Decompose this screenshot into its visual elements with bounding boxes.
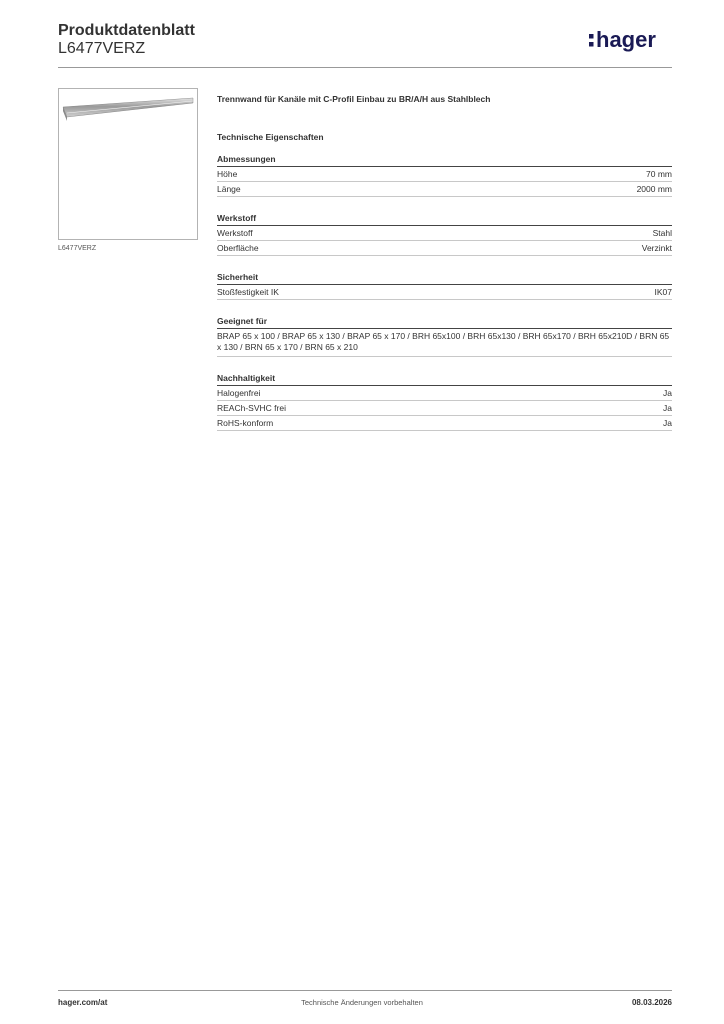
property-label: Werkstoff bbox=[217, 228, 253, 238]
page-title: Produktdatenblatt bbox=[58, 22, 195, 39]
product-description: Trennwand für Kanäle mit C-Profil Einbau zu BR/A/H aus Stahlblech bbox=[217, 94, 491, 104]
property-label: Stoßfestigkeit IK bbox=[217, 287, 279, 297]
section-title: Werkstoff bbox=[217, 213, 672, 226]
property-row bbox=[217, 386, 672, 401]
property-value: Stahl bbox=[652, 228, 672, 238]
product-details bbox=[217, 94, 672, 447]
section-title: Abmessungen bbox=[217, 154, 672, 167]
section-abmessungen bbox=[217, 154, 672, 197]
hager-logo bbox=[589, 25, 679, 55]
property-label: Halogenfrei bbox=[217, 388, 261, 398]
compatible-products-text: BRAP 65 x 100 / BRAP 65 x 130 / BRAP 65 x 170 / BRH 65x100 / BRH 65x130 / BRH 65x170 / BRH 65x210D / BRN 65 x 130 / BRN 65 x 170 / BRN 65 x 210 bbox=[217, 329, 672, 357]
property-label: RoHS-konform bbox=[217, 418, 274, 428]
section-title: Nachhaltigkeit bbox=[217, 373, 672, 386]
image-caption: L6477VERZ bbox=[58, 245, 97, 252]
section-geeignet bbox=[217, 316, 672, 357]
property-label: Höhe bbox=[217, 169, 238, 179]
section-nachhaltigkeit bbox=[217, 373, 672, 431]
property-value: Ja bbox=[663, 418, 672, 428]
property-row bbox=[217, 182, 672, 197]
property-row bbox=[217, 285, 672, 300]
footer-divider bbox=[58, 990, 672, 991]
logo-text: hager bbox=[596, 27, 656, 52]
product-image bbox=[58, 88, 198, 240]
technical-properties-heading: Technische Eigenschaften bbox=[217, 132, 324, 142]
property-row bbox=[217, 226, 672, 241]
header-divider bbox=[58, 67, 672, 68]
section-title: Geeignet für bbox=[217, 316, 672, 329]
page-subtitle: L6477VERZ bbox=[58, 40, 146, 57]
property-row bbox=[217, 167, 672, 182]
property-value: 2000 mm bbox=[636, 184, 672, 194]
profile-rail-icon bbox=[59, 89, 197, 239]
footer-disclaimer: Technische Änderungen vorbehalten bbox=[301, 998, 423, 1007]
section-werkstoff bbox=[217, 213, 672, 256]
property-row bbox=[217, 241, 672, 256]
property-label: REACh-SVHC frei bbox=[217, 403, 286, 413]
property-value: 70 mm bbox=[646, 169, 672, 179]
property-value: IK07 bbox=[654, 287, 672, 297]
footer-date: 08.03.2026 bbox=[631, 998, 672, 1007]
property-value: Verzinkt bbox=[641, 243, 672, 253]
property-row bbox=[217, 401, 672, 416]
footer-website-link[interactable]: hager.com/at bbox=[58, 998, 108, 1007]
property-label: Länge bbox=[217, 184, 241, 194]
property-row bbox=[217, 416, 672, 431]
property-value: Ja bbox=[663, 388, 672, 398]
section-title: Sicherheit bbox=[217, 272, 672, 285]
property-label: Oberfläche bbox=[217, 243, 259, 253]
property-value: Ja bbox=[663, 403, 672, 413]
section-sicherheit bbox=[217, 272, 672, 300]
